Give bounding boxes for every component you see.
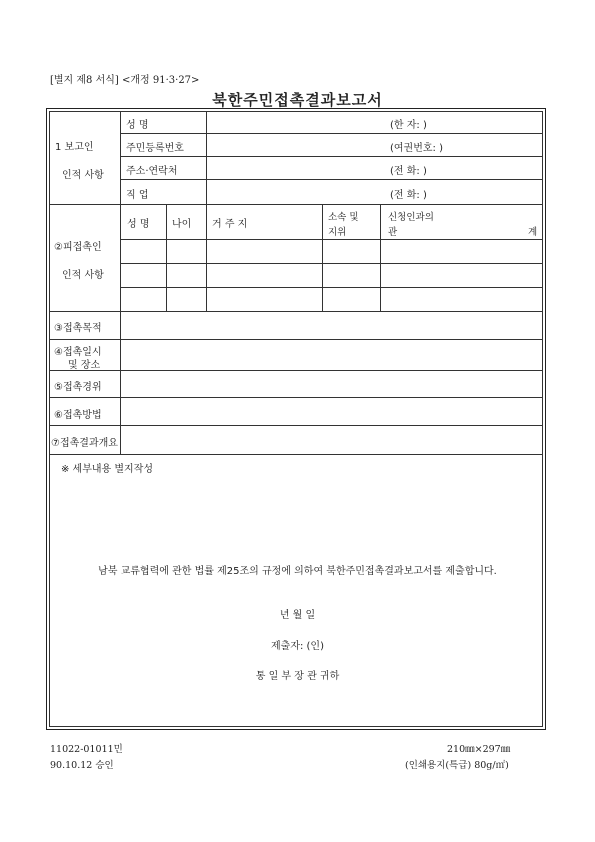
paper-spec: (인쇄용지(특급) 80g/㎡) xyxy=(405,760,509,771)
section1-label: 인적 사항 xyxy=(62,170,104,181)
method-label: ⑥접촉방법 xyxy=(54,410,102,421)
rule xyxy=(49,425,543,426)
rule xyxy=(49,370,543,371)
contact-name-header: 성 명 xyxy=(127,219,150,230)
section2-label: 인적 사항 xyxy=(62,270,104,281)
rule xyxy=(166,204,167,311)
section1-label: 1 보고인 xyxy=(55,142,94,153)
page-title: 북한주민접촉결과보고서 xyxy=(212,91,383,109)
contact-relation-header: 관 xyxy=(388,227,398,238)
contact-relation-header: 신청인과의 xyxy=(388,212,434,223)
rule xyxy=(120,133,543,134)
contact-age-header: 나이 xyxy=(172,219,192,230)
rule xyxy=(120,287,543,288)
rule xyxy=(120,156,543,157)
contact-residence-header: 거 주 지 xyxy=(212,219,248,230)
paper-size: 210㎜×297㎜ xyxy=(447,744,511,755)
rule xyxy=(206,204,207,311)
rule xyxy=(120,263,543,264)
reporter-name-label: 성 명 xyxy=(126,120,149,131)
rule xyxy=(322,204,323,311)
rule xyxy=(120,111,121,454)
attachment-note: ※ 세부내용 별지작성 xyxy=(61,464,154,475)
rule xyxy=(49,339,543,340)
submission-statement: 남북 교류협력에 관한 법률 제25조의 규정에 의하여 북한주민접촉결과보고서를 제출합니다. xyxy=(98,566,497,577)
form-number: [별지 제8 서식] <개정 91·3·27> xyxy=(50,75,200,86)
form-code: 11022-01011민 xyxy=(50,744,123,755)
reporter-hanja-note: (한 자: ) xyxy=(390,120,427,131)
reporter-passport-note: (여권번호: ) xyxy=(390,143,443,154)
section2-label: ②피접촉인 xyxy=(54,242,102,253)
contact-affiliation-header: 소속 및 xyxy=(328,212,359,223)
reporter-occupation-label: 직 업 xyxy=(126,190,149,201)
rule xyxy=(120,239,543,240)
rule xyxy=(49,204,543,205)
recipient-line: 통 일 부 장 관 귀하 xyxy=(255,671,340,682)
rule xyxy=(206,111,207,204)
reporter-address-label: 주소·연락처 xyxy=(126,166,178,177)
approval-date: 90.10.12 승인 xyxy=(50,760,114,771)
rule xyxy=(49,311,543,312)
result-summary-label: ⑦접촉결과개요 xyxy=(51,438,118,449)
rule xyxy=(380,204,381,311)
rule xyxy=(49,454,543,455)
reporter-work-phone-note: (전 화: ) xyxy=(390,190,427,201)
reporter-id-label: 주민등록번호 xyxy=(126,143,184,154)
rule xyxy=(49,397,543,398)
purpose-label: ③접촉목적 xyxy=(54,323,102,334)
reporter-phone-note: (전 화: ) xyxy=(390,166,427,177)
contact-relation-header: 계 xyxy=(528,227,538,238)
datetime-label: ④접촉일시 xyxy=(54,347,102,358)
date-line: 년 월 일 xyxy=(279,610,316,621)
rule xyxy=(120,179,543,180)
datetime-label: 및 장소 xyxy=(68,360,101,371)
circumstance-label: ⑤접촉경위 xyxy=(54,382,102,393)
contact-affiliation-header: 지위 xyxy=(328,227,347,238)
submitter-line: 제출자: (인) xyxy=(271,641,324,652)
